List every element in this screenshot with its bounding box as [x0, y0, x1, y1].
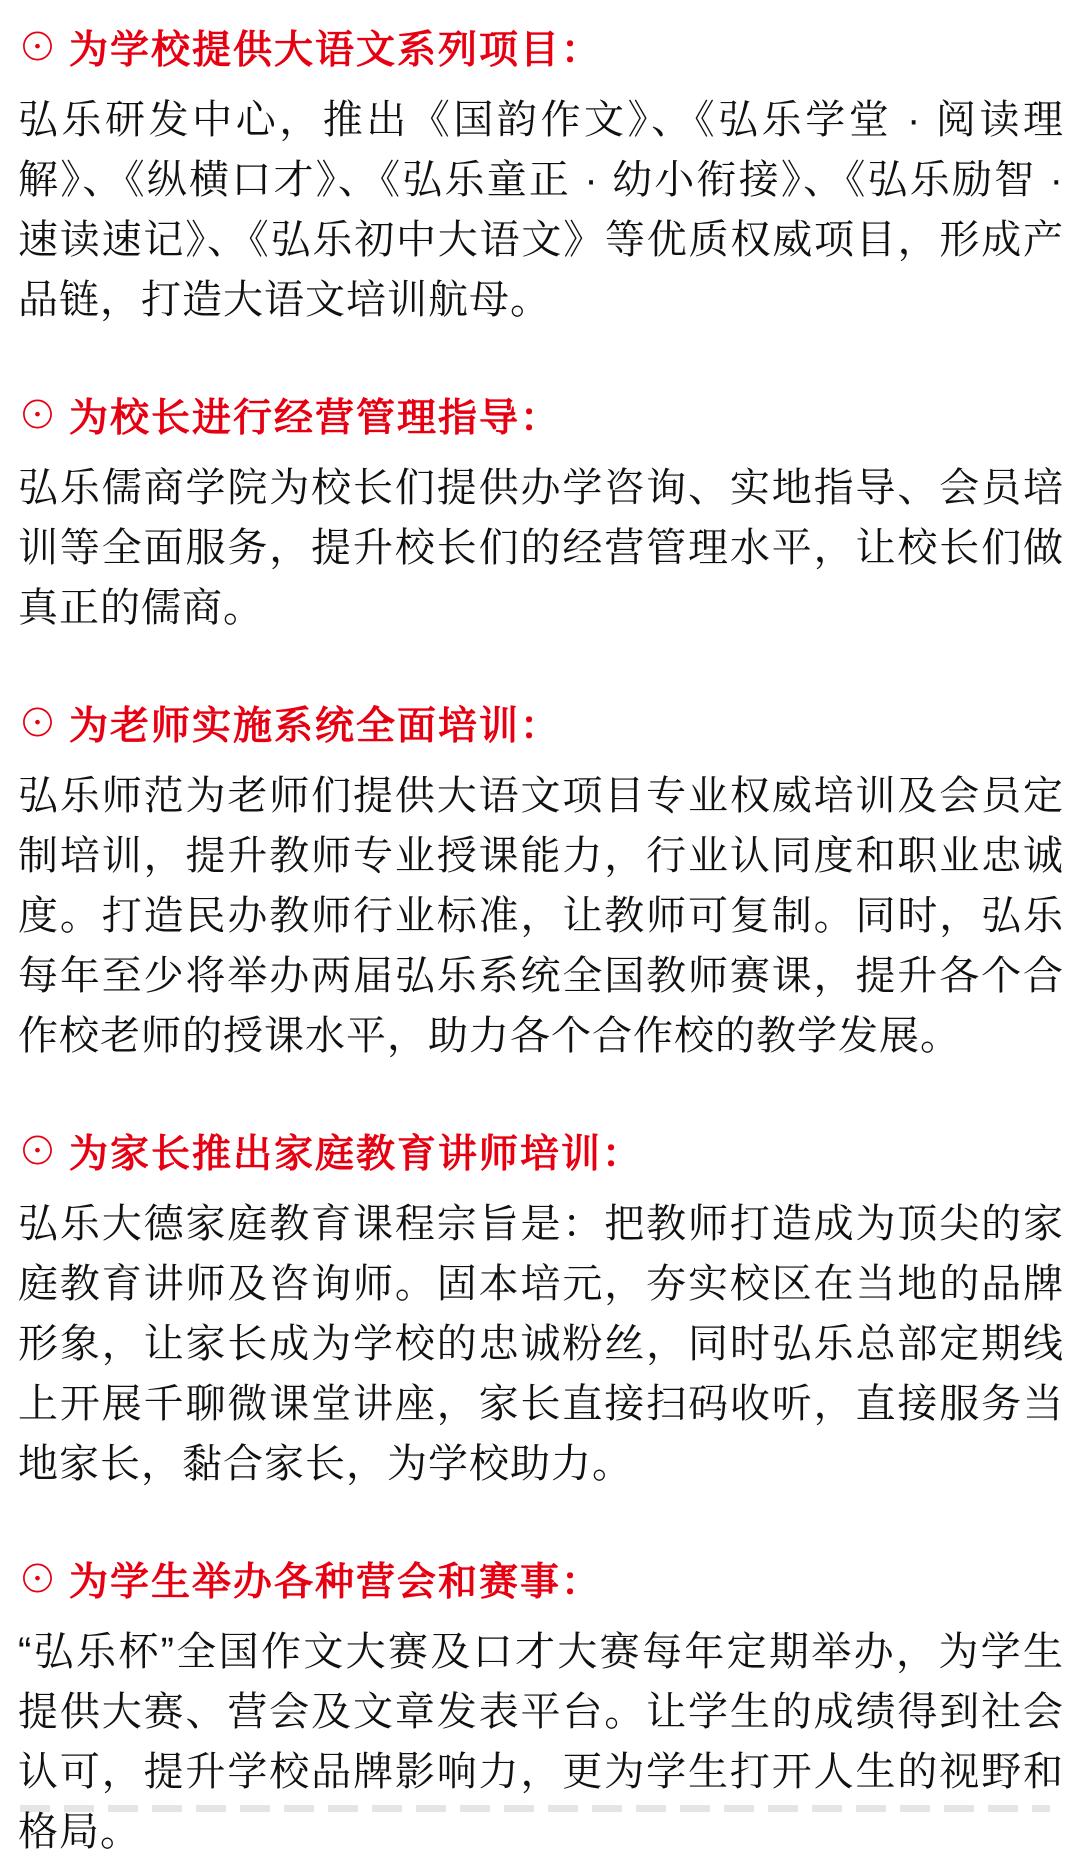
- section-body: 弘乐儒商学院为校长们提供办学咨询、实地指导、会员培训等全面服务，提升校长们的经营管理水平，让校长们做真正的儒商。: [18, 466, 1064, 630]
- section-heading: [18, 1130, 1064, 1180]
- circled-dot-icon: ⊙: [18, 703, 60, 746]
- section-body: 弘乐大德家庭教育课程宗旨是：把教师打造成为顶尖的家庭教育讲师及咨询师。固本培元，夯实校区在当地的品牌形象，让家长成为学校的忠诚粉丝，同时弘乐总部定期线上开展千聊微课堂讲座，家长直接扫码收听，直接服务当地家长，黏合家长，为学校助力。: [18, 1202, 1064, 1486]
- section-heading-text: 为家长推出家庭教育讲师培训：: [69, 1133, 644, 1176]
- section-body: “弘乐杯”全国作文大赛及口才大赛每年定期举办，为学生提供大赛、营会及文章发表平台。让学生的成绩得到社会认可，提升学校品牌影响力，更为学生打开人生的视野和格局。: [18, 1630, 1064, 1854]
- section-heading: [18, 26, 1064, 76]
- circled-dot-icon: ⊙: [18, 1559, 60, 1602]
- section-heading-text: 为学校提供大语文系列项目：: [69, 29, 603, 72]
- section-heading-text: 为老师实施系统全面培训：: [69, 705, 562, 748]
- section: [18, 1130, 1064, 1494]
- section: [18, 702, 1064, 1066]
- section-heading: [18, 702, 1064, 752]
- section-heading: [18, 394, 1064, 444]
- section: [18, 394, 1064, 638]
- section: [18, 1558, 1064, 1862]
- section-heading: [18, 1558, 1064, 1608]
- section: [18, 26, 1064, 330]
- circled-dot-icon: ⊙: [18, 395, 60, 438]
- section-body: 弘乐研发中心，推出《国韵作文》、《弘乐学堂 · 阅读理解》、《纵横口才》、《弘乐童正 · 幼小衔接》、《弘乐励智 · 速读速记》、《弘乐初中大语文》等优质权威项目，形成产品链，打造大语文培训航母。: [18, 98, 1064, 322]
- section-body: 弘乐师范为老师们提供大语文项目专业权威培训及会员定制培训，提升教师专业授课能力，行业认同度和职业忠诚度。打造民办教师行业标准，让教师可复制。同时，弘乐每年至少将举办两届弘乐系统全国教师赛课，提升各个合作校老师的授课水平，助力各个合作校的教学发展。: [18, 774, 1064, 1058]
- section-heading-text: 为学生举办各种营会和赛事：: [69, 1561, 603, 1604]
- cutoff-next-line: [20, 1805, 1050, 1812]
- circled-dot-icon: ⊙: [18, 1131, 60, 1174]
- section-heading-text: 为校长进行经营管理指导：: [69, 397, 562, 440]
- circled-dot-icon: ⊙: [18, 27, 60, 70]
